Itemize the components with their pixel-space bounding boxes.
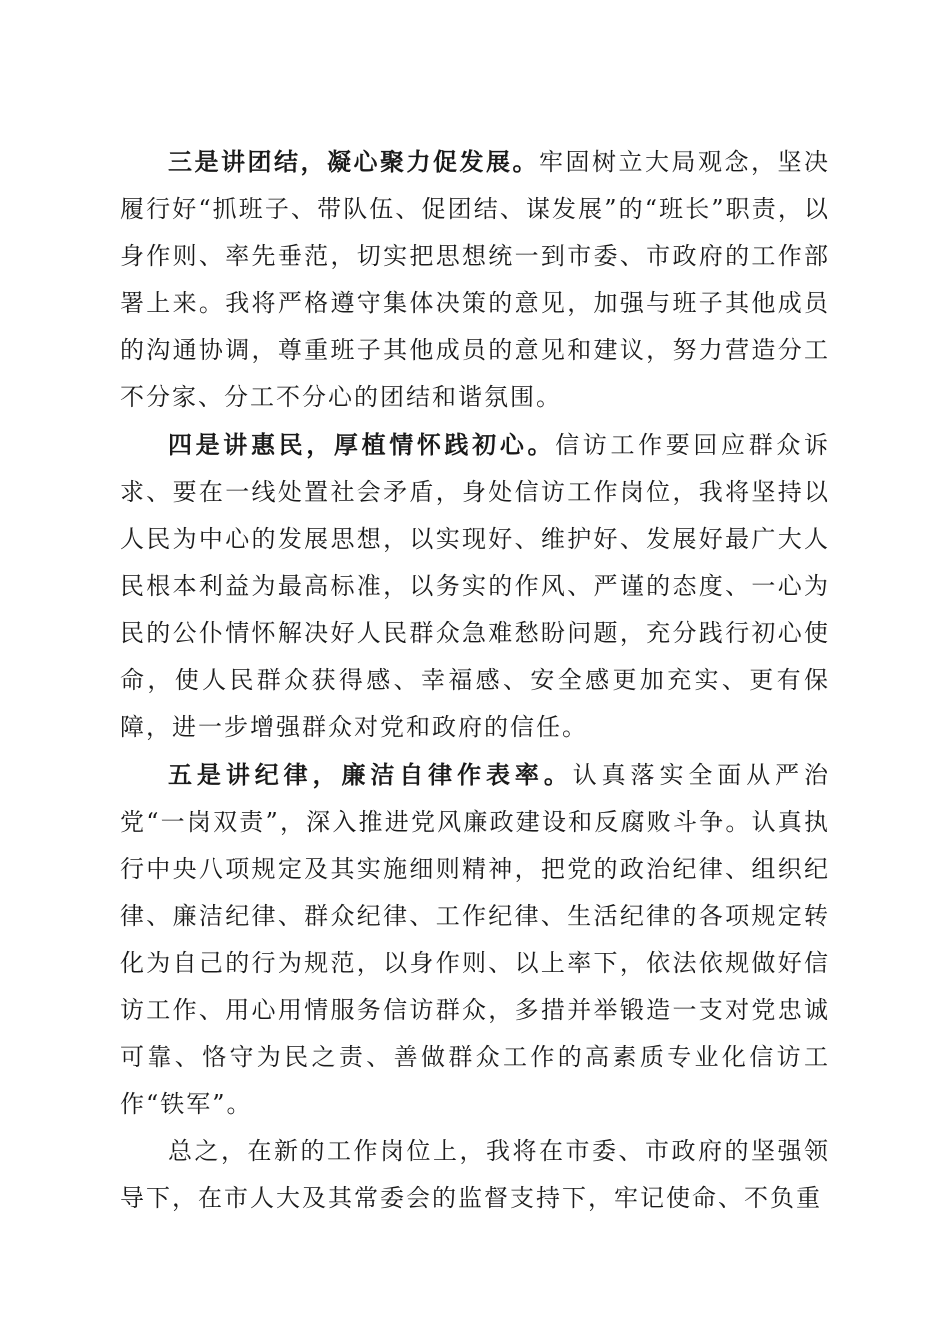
paragraph-conclusion	[120, 1128, 830, 1222]
paragraph-text: 总之，在新的工作岗位上，我将在市委、市政府的坚强领导下，在市人大及其常委会的监督支持下，牢记使命、不负重	[120, 1137, 830, 1212]
paragraph-discipline	[120, 751, 830, 1128]
paragraph-heading: 三是讲团结，凝心聚力促发展。	[168, 147, 539, 176]
paragraph-text: 信访工作要回应群众诉求、要在一线处置社会矛盾，身处信访工作岗位，我将坚持以人民为中心的发展思想，以实现好、维护好、发展好最广大人民根本利益为最高标准，以务实的作风、严谨的态度、一心为民的公仆情怀解决好人民群众急难愁盼问题，充分践行初心使命，使人民群众获得感、幸福感、安全感更加充实、更有保障，进一步增强群众对党和政府的信任。	[120, 431, 831, 741]
paragraph-heading: 四是讲惠民，厚植情怀践初心。	[168, 430, 556, 459]
document-body	[120, 138, 830, 1222]
paragraph-text: 牢固树立大局观念，坚决履行好“抓班子、带队伍、促团结、谋发展”的“班长”职责，以身作则、率先垂范，切实把思想统一到市委、市政府的工作部署上来。我将严格遵守集体决策的意见，加强与班子其他成员的沟通协调，尊重班子其他成员的意见和建议，努力营造分工不分家、分工不分心的团结和谐氛围。	[120, 148, 830, 411]
paragraph-heading: 五是讲纪律，廉洁自律作表率。	[168, 760, 573, 789]
paragraph-unity	[120, 138, 830, 421]
paragraph-benefit-people	[120, 421, 830, 751]
paragraph-text: 认真落实全面从严治党“一岗双责”，深入推进党风廉政建设和反腐败斗争。认真执行中央八项规定及其实施细则精神，把党的政治纪律、组织纪律、廉洁纪律、群众纪律、工作纪律、生活纪律的各项规定转化为自己的行为规范，以身作则、以上率下，依法依规做好信访工作、用心用情服务信访群众，多措并举锻造一支对党忠诚可靠、恪守为民之责、善做群众工作的高素质专业化信访工作“铁军”。	[120, 761, 831, 1118]
